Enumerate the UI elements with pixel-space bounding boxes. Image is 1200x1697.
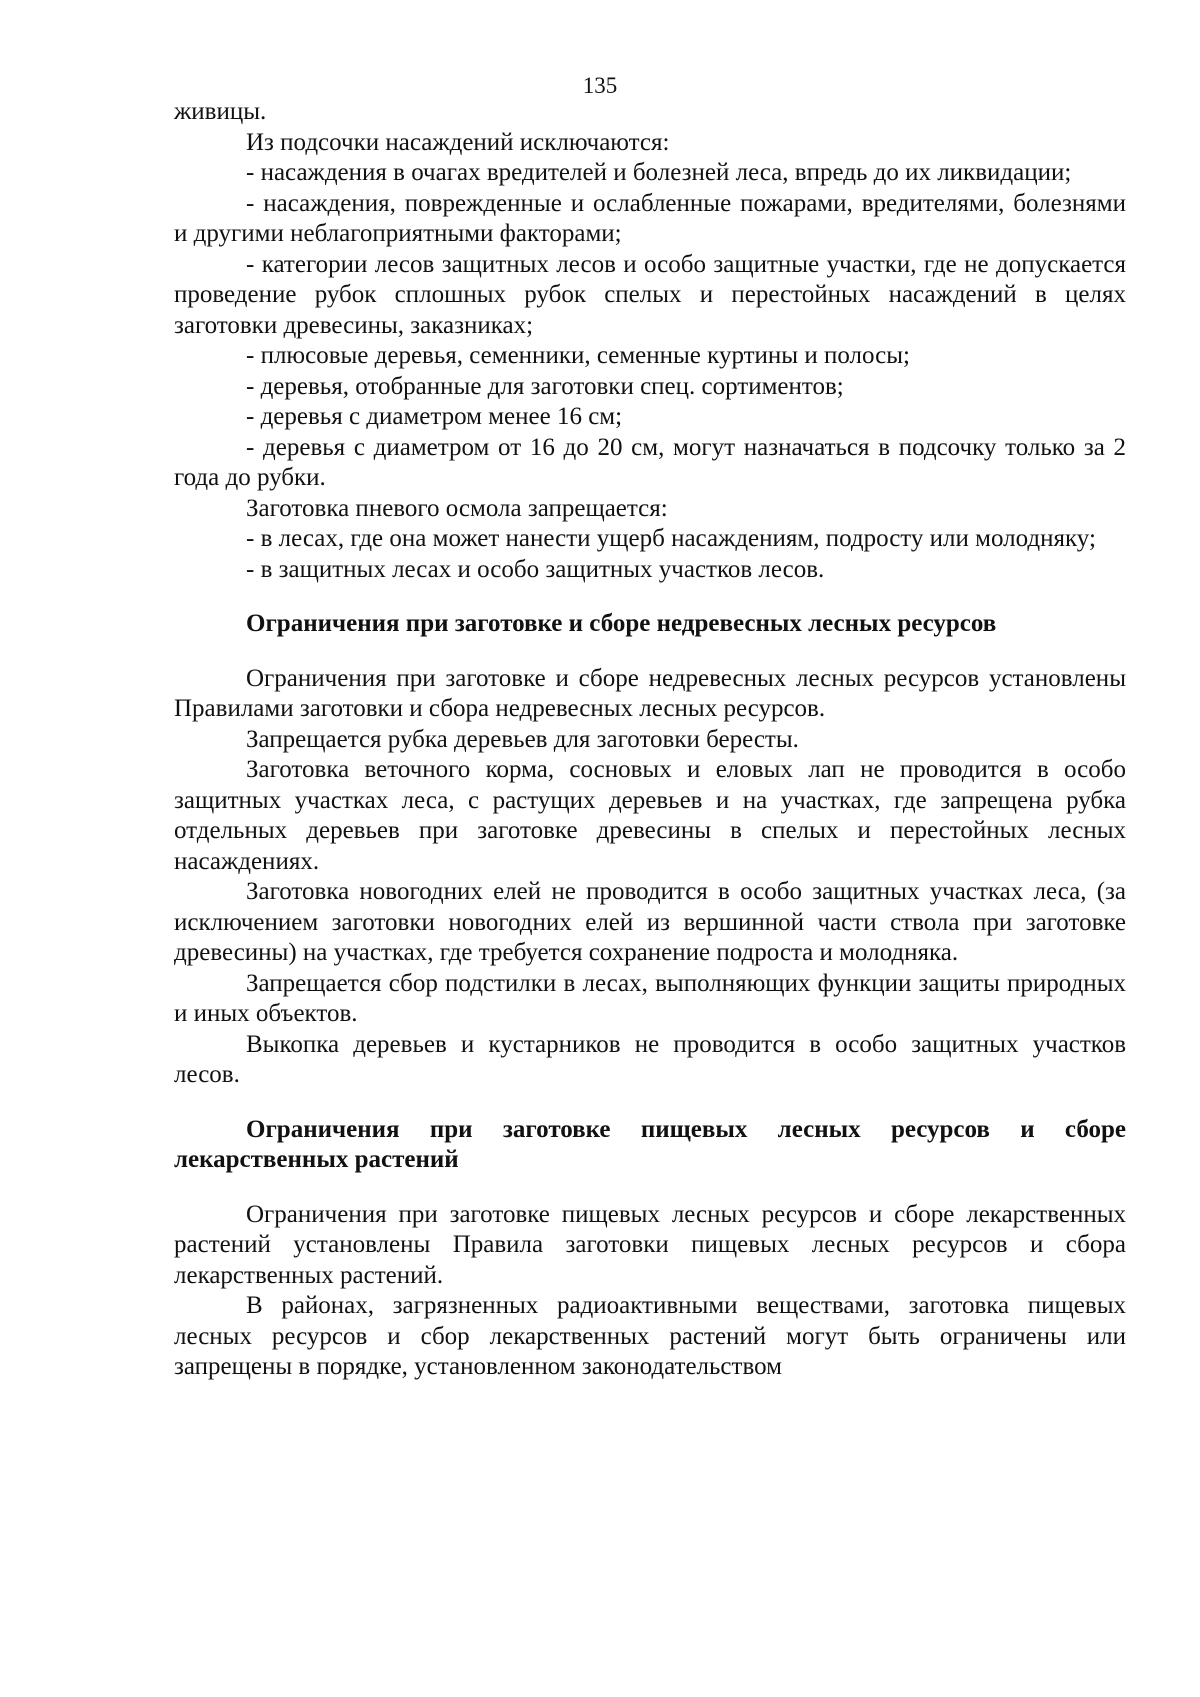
paragraph: Ограничения при заготовке пищевых лесных ресурсов и сборе лекарственных растений установлены Правила заготовки пищевых лесных ресурсов и сбора лекарственных растений. xyxy=(174,1200,1126,1289)
list-item: - категории лесов защитных лесов и особо защитные участки, где не допускается проведение рубок сплошных рубок спелых и перестойных насаждений в целях заготовки древесины, заказниках; xyxy=(174,250,1126,339)
section-heading: Ограничения при заготовке и сборе недревесных лесных ресурсов xyxy=(246,610,997,637)
list-item: - насаждения, поврежденные и ослабленные пожарами, вредителями, болезнями и другими неблагоприятными факторами; xyxy=(174,189,1126,247)
paragraph: Заготовка пневого осмола запрещается: xyxy=(246,494,668,522)
section-heading: Ограничения при заготовке пищевых лесных ресурсов и сборе лекарственных растений xyxy=(174,1115,1126,1173)
list-item: - в лесах, где она может нанести ущерб насаждениям, подросту или молодняку; xyxy=(246,525,1096,552)
list-item: - в защитных лесах и особо защитных участков лесов. xyxy=(246,555,825,583)
paragraph: Из подсочки насаждений исключаются: xyxy=(246,128,670,156)
paragraph: Заготовка веточного корма, сосновых и еловых лап не проводится в особо защитных участках леса, с растущих деревьев и на участках, где запрещена рубка отдельных деревьев при заготовке древесины в спелых и перестойных лесных насаждениях. xyxy=(174,756,1126,875)
paragraph: Запрещается рубка деревьев для заготовки бересты. xyxy=(246,725,799,753)
list-item: - деревья с диаметром менее 16 см; xyxy=(246,403,623,430)
paragraph: Выкопка деревьев и кустарников не проводится в особо защитных участков лесов. xyxy=(174,1030,1126,1088)
page-number: 135 xyxy=(582,73,618,98)
paragraph: Заготовка новогодних елей не проводится в особо защитных участках леса, (за исключением заготовки новогодних елей из вершинной части ствола при заготовке древесины) на участках, где требуется сохранение подроста и молодняка. xyxy=(174,878,1126,966)
list-item: - насаждения в очагах вредителей и болезней леса, впредь до их ликвидации; xyxy=(246,159,1072,186)
paragraph: живицы. xyxy=(174,98,267,125)
list-item: - деревья с диаметром от 16 до 20 см, могут назначаться в подсочку только за 2 года до рубки. xyxy=(174,433,1126,491)
document-body xyxy=(174,97,1126,1383)
paragraph: Запрещается сбор подстилки в лесах, выполняющих функции защиты природных и иных объектов. xyxy=(174,969,1126,1027)
list-item: - деревья, отобранные для заготовки спец. сортиментов; xyxy=(246,372,844,400)
list-item: - плюсовые деревья, семенники, семенные куртины и полосы; xyxy=(246,342,910,369)
paragraph: В районах, загрязненных радиоактивными веществами, заготовка пищевых лесных ресурсов и сбор лекарственных растений могут быть ограничены или запрещены в порядке, установленном законодательством xyxy=(174,1292,1126,1380)
paragraph: Ограничения при заготовке и сборе недревесных лесных ресурсов установлены Правилами заготовки и сбора недревесных лесных ресурсов. xyxy=(174,664,1126,722)
